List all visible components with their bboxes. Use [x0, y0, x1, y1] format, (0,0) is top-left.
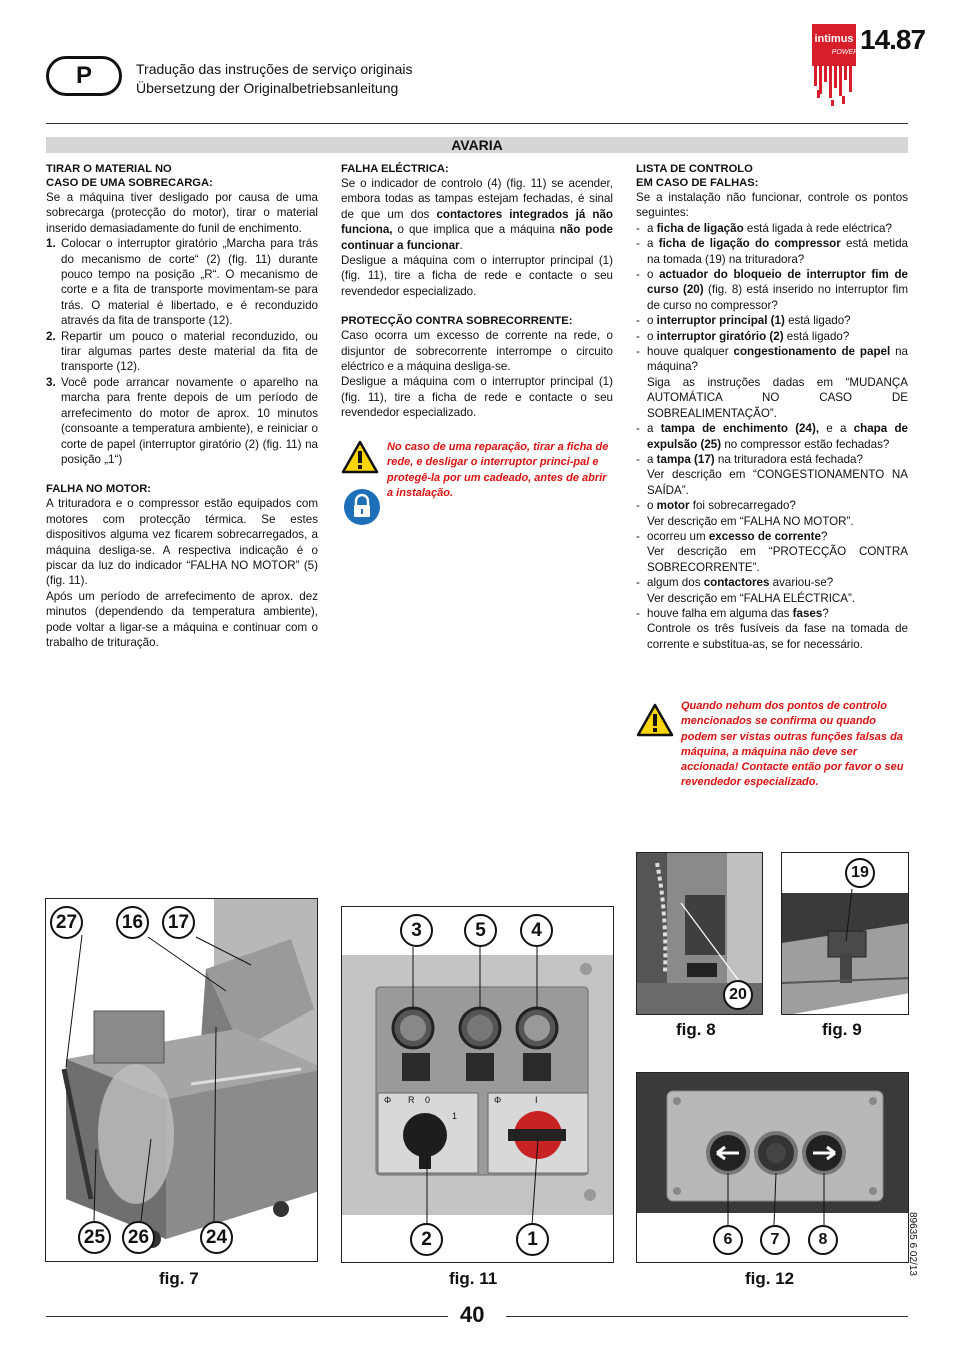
header-divider: [46, 123, 908, 124]
heading-overload-2: CASO DE UMA SOBRECARGA:: [46, 177, 213, 189]
header-line-de: Übersetzung der Originalbetriebsanleitung: [136, 80, 399, 96]
intimus-logo: [812, 24, 856, 106]
document-number: 89635 6 02/13: [907, 1212, 918, 1276]
section-title: AVARIA: [46, 137, 908, 153]
page-number: 40: [460, 1302, 485, 1327]
switch-label-phi-left: Φ: [384, 1095, 392, 1105]
checklist-intro: Se a instalação não funcionar, controle os pontos seguintes:: [636, 191, 908, 220]
checklist-warning: Quando nehum dos pontos de controlo mencionados se confirma ou quando podem ser vistas outras funções falsas da máquina, a máquina não deve ser accionada! Contacte então por favor o seu revendedor especializado.: [681, 700, 904, 789]
list-item: 2. Repartir um pouco o material reconduzido, ou tirar algumas partes deste material da fita de transporte (12).: [46, 329, 318, 374]
electric-fault-action: Desligue a máquina com o interruptor principal (1) (fig. 11), tire a ficha de rede e contacte o seu revendedor especializado.: [341, 254, 613, 298]
callout-24: 24: [200, 1221, 233, 1254]
fig9-caption: fig. 9: [822, 1020, 862, 1039]
callout-2: 2: [410, 1223, 443, 1256]
callout-20: 20: [723, 980, 753, 1010]
switch-label-0: 0: [425, 1095, 431, 1105]
switch-label-r: R: [408, 1095, 415, 1105]
list-item: - o interruptor principal (1) está ligado?: [636, 314, 851, 328]
list-item: - o interruptor giratório (2) está ligado?: [636, 329, 850, 343]
callout-26: 26: [122, 1221, 155, 1254]
list-item: 3. Você pode arrancar novamente o aparelho na marcha para frente depois de um período de arrefecimento do motor de aprox. 10 minutos (consoante a temperatura ambiente), e reiniciar o corte de papel (interruptor giratório (2) (fig. 11) na posição „1“): [46, 375, 318, 466]
fig8-photo: [636, 852, 763, 1015]
footer-rule-right: [506, 1316, 908, 1317]
overcurrent-text: Caso ocorra um excesso de corrente na rede, o disjuntor de sobrecorrente interrompe o circuito eléctrico e a máquina desliga-se.: [341, 329, 613, 374]
warning-triangle-icon: [636, 703, 674, 742]
heading-electric-fault: FALHA ELÉCTRICA:: [341, 163, 449, 175]
callout-8: 8: [808, 1225, 838, 1255]
padlock-icon: [343, 488, 381, 531]
list-item: - houve falha em alguma das fases? Controle os três fusíveis da fase na tomada de corrente e substitua-as, se for necessário.: [636, 606, 908, 651]
column-electric: [341, 162, 613, 421]
overcurrent-action: Desligue a máquina com o interruptor principal (1) (fig. 11), tire a ficha de rede e contacte o seu revendedor especializado.: [341, 375, 613, 420]
model-number: 14.87: [860, 24, 926, 55]
fig8-caption: fig. 8: [676, 1020, 716, 1039]
heading-overcurrent: PROTECÇÃO CONTRA SOBRECORRENTE:: [341, 315, 573, 328]
overload-intro: Se a máquina tiver desligado por causa de uma sobrecarga (protecção do motor), tirar o material inserido demasiadamente do funil de enchimento.: [46, 191, 318, 235]
callout-1: 1: [516, 1223, 549, 1256]
heading-motor-fault: FALHA NO MOTOR:: [46, 483, 152, 496]
heading-checklist-2: EM CASO DE FALHAS:: [636, 177, 759, 189]
list-item: 1. Colocar o interruptor giratório „Marcha para trás do mecanismo de corte“ (2) (fig. 11) durante pouco tempo na posição „R“. O mecanismo de corte e a fita de transporte movimentam-se para trás. O material é libertado, e é reconduzido através da fita de transporte (12).: [46, 237, 318, 328]
callout-4: 4: [520, 914, 553, 947]
callout-19: 19: [845, 858, 875, 888]
callout-6: 6: [713, 1225, 743, 1255]
list-item: - o actuador do bloqueio de interruptor fim de curso (20) (fig. 8) está inserido no interruptor fim de curso no compressor?: [636, 268, 908, 312]
language-badge: P: [46, 56, 122, 96]
column-checklist: [636, 162, 908, 652]
callout-7: 7: [760, 1225, 790, 1255]
column-overload: [46, 162, 318, 650]
list-item: - a tampa de enchimento (24), e a chapa de expulsão (25) no compressor estão fechadas?: [636, 422, 908, 451]
list-item: - o motor foi sobrecarregado? Ver descrição em “FALHA NO MOTOR”.: [636, 499, 854, 528]
warning-triangle-icon: [341, 440, 379, 479]
overload-steps: [46, 236, 318, 467]
svg-text:POWER: POWER: [831, 49, 856, 56]
heading-checklist-1: LISTA DE CONTROLO: [636, 163, 753, 175]
list-item: - ocorreu um excesso de corrente? Ver descrição em “PROTECÇÃO CONTRA SOBRECORRENTE”.: [636, 529, 908, 574]
switch-label-phi-right: Φ: [494, 1095, 502, 1105]
callout-5: 5: [464, 914, 497, 947]
fig7-caption: fig. 7: [159, 1269, 199, 1288]
callout-3: 3: [400, 914, 433, 947]
list-item: - houve qualquer congestionamento de papel na máquina? Siga as instruções dadas em “MUDANÇA AUTOMÁTICA NO CASO DE SOBREALIMENTAÇÃO”.: [636, 345, 908, 420]
footer-rule-left: [46, 1316, 448, 1317]
fig11-caption: fig. 11: [449, 1269, 498, 1288]
callout-25: 25: [78, 1221, 111, 1254]
switch-label-1: 1: [452, 1111, 458, 1121]
list-item: - algum dos contactores avariou-se? Ver descrição em “FALHA ELÉCTRICA”.: [636, 576, 856, 605]
heading-overload-1: TIRAR O MATERIAL NO: [46, 163, 172, 175]
fig7-photo: [45, 898, 318, 1262]
header-title: [136, 60, 413, 98]
callout-16: 16: [116, 906, 149, 939]
switch-label-i: I: [535, 1095, 538, 1105]
fig11-photo: [341, 906, 614, 1263]
repair-warning: No caso de uma reparação, tirar a ficha de rede, e desligar o interruptor princi-pal e protegê-la por um cadeado, antes de abrir a instalação.: [387, 441, 609, 499]
fig12-photo: [636, 1072, 909, 1263]
svg-text:intimus: intimus: [814, 33, 854, 45]
fig9-photo: [781, 852, 909, 1015]
header-line-pt: Tradução das instruções de serviço originais: [136, 61, 413, 77]
list-item: - a ficha de ligação do compressor está metida na tomada (19) na trituradora?: [636, 237, 908, 266]
fig12-caption: fig. 12: [745, 1269, 795, 1288]
list-item: - a tampa (17) na trituradora está fechada? Ver descrição em “CONGESTIONAMENTO NA SAÍDA”.: [636, 452, 908, 497]
electric-fault-text: Se o indicador de controlo (4) (fig. 11) se acender, embora todas as tampas estejam fechadas, é sinal de que um dos contactores integrados já não funciona, o que implica que a máquina não pode continuar a funcionar.: [341, 177, 613, 252]
list-item: - a ficha de ligação está ligada à rede eléctrica?: [636, 221, 892, 235]
motor-fault-restart: Após um período de arrefecimento de aprox. dez minutos (dependendo da temperatura ambiente), pode voltar a ligar-se a máquina e continuar com o trabalho de trituração.: [46, 589, 318, 649]
checklist: [636, 221, 908, 652]
callout-27: 27: [50, 906, 83, 939]
motor-fault-text: A trituradora e o compressor estão equipados com motores com protecção térmica. Se estes dispositivos alguma vez ficarem sobrecarregados, a máquina desliga-se. A respectiva indicação é o piscar da luz do indicador “FALHA NO MOTOR” (5) (fig. 11).: [46, 497, 318, 588]
callout-17: 17: [162, 906, 195, 939]
